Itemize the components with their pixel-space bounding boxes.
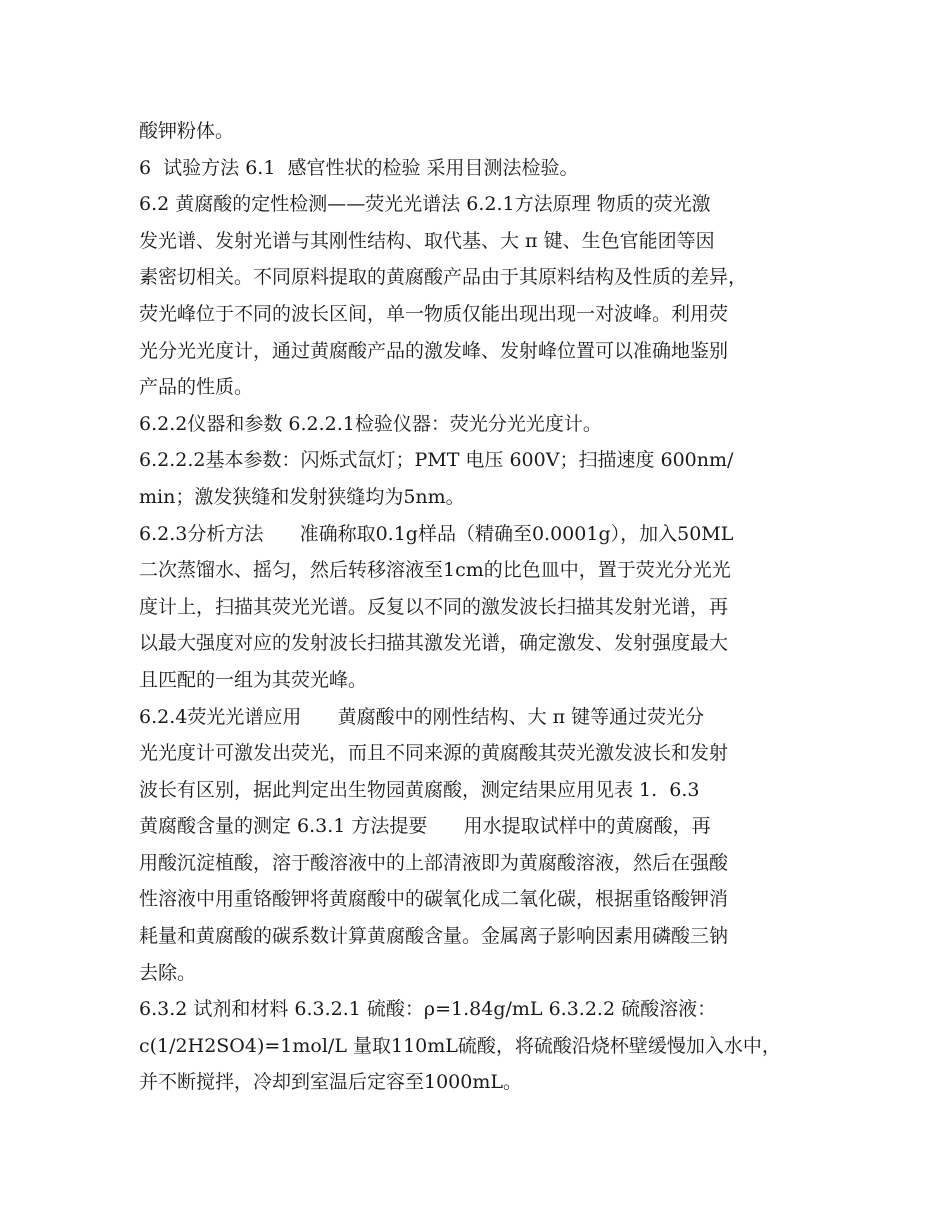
- text-line: 黄腐酸含量的测定 6.3.1 方法提要 用水提取试样中的黄腐酸，再: [139, 815, 711, 838]
- text-line: min；激发狭缝和发射狭缝均为5nm。: [139, 485, 465, 508]
- text-line: 6.2.2仪器和参数 6.2.2.1检验仪器：荧光分光光度计。: [139, 412, 602, 435]
- text-line: 6.2.4荧光光谱应用 黄腐酸中的刚性结构、大 π 键等通过荧光分: [139, 705, 705, 728]
- text-line: 6 试验方法 6.1 感官性状的检验 采用目测法检验。: [139, 156, 579, 179]
- body-text: [139, 113, 819, 1101]
- text-line: 6.3.2 试剂和材料 6.3.2.1 硫酸：ρ=1.84g/mL 6.3.2.2 硫酸溶液：: [139, 998, 717, 1021]
- text-line: 性溶液中用重铬酸钾将黄腐酸中的碳氧化成二氧化碳，根据重铬酸钾消: [139, 888, 729, 911]
- text-line: 酸钾粉体。: [139, 120, 235, 142]
- text-line: 度计上，扫描其荧光光谱。反复以不同的激发波长扫描其发射光谱，再: [139, 595, 729, 618]
- text-line: c(1/2H2SO4)=1mol/L 量取110mL硫酸，将硫酸沿烧杯壁缓慢加入水中，: [139, 1034, 781, 1057]
- text-line: 素密切相关。不同原料提取的黄腐酸产品由于其原料结构及性质的差异，: [139, 266, 748, 289]
- text-line: 且匹配的一组为其荧光峰。: [139, 668, 368, 691]
- text-line: 光光度计可激发出荧光，而且不同来源的黄腐酸其荧光激发波长和发射: [139, 742, 729, 765]
- text-line: 荧光峰位于不同的波长区间，单一物质仅能出现出现一对波峰。利用荧: [139, 302, 729, 325]
- text-line: 以最大强度对应的发射波长扫描其激发光谱，确定激发、发射强度最大: [139, 632, 729, 655]
- text-line: 耗量和黄腐酸的碳系数计算黄腐酸含量。金属离子影响因素用磷酸三钠: [139, 925, 729, 948]
- text-line: 用酸沉淀植酸，溶于酸溶液中的上部清液即为黄腐酸溶液，然后在强酸: [139, 851, 729, 874]
- text-line: 6.2 黄腐酸的定性检测——荧光光谱法 6.2.1方法原理 物质的荧光激: [139, 193, 711, 216]
- text-line: 6.2.2.2基本参数：闪烁式氙灯；PMT 电压 600V；扫描速度 600nm/: [139, 449, 734, 472]
- text-line: 产品的性质。: [139, 376, 254, 399]
- text-line: 二次蒸馏水、摇匀，然后转移溶液至1cm的比色皿中，置于荧光分光光: [139, 559, 731, 582]
- text-line: 发光谱、发射光谱与其刚性结构、取代基、大 π 键、生色官能团等因: [139, 229, 715, 252]
- text-line: 6.2.3分析方法 准确称取0.1g样品（精确至0.0001g），加入50ML: [139, 522, 734, 545]
- text-line: 光分光光度计，通过黄腐酸产品的激发峰、发射峰位置可以准确地鉴别: [139, 339, 729, 362]
- text-line: 去除。: [139, 961, 197, 984]
- text-line: 并不断搅拌，冷却到室温后定容至1000mL。: [139, 1071, 522, 1094]
- text-line: 波长有区别，据此判定出生物园黄腐酸，测定结果应用见表 1. 6.3: [139, 778, 700, 801]
